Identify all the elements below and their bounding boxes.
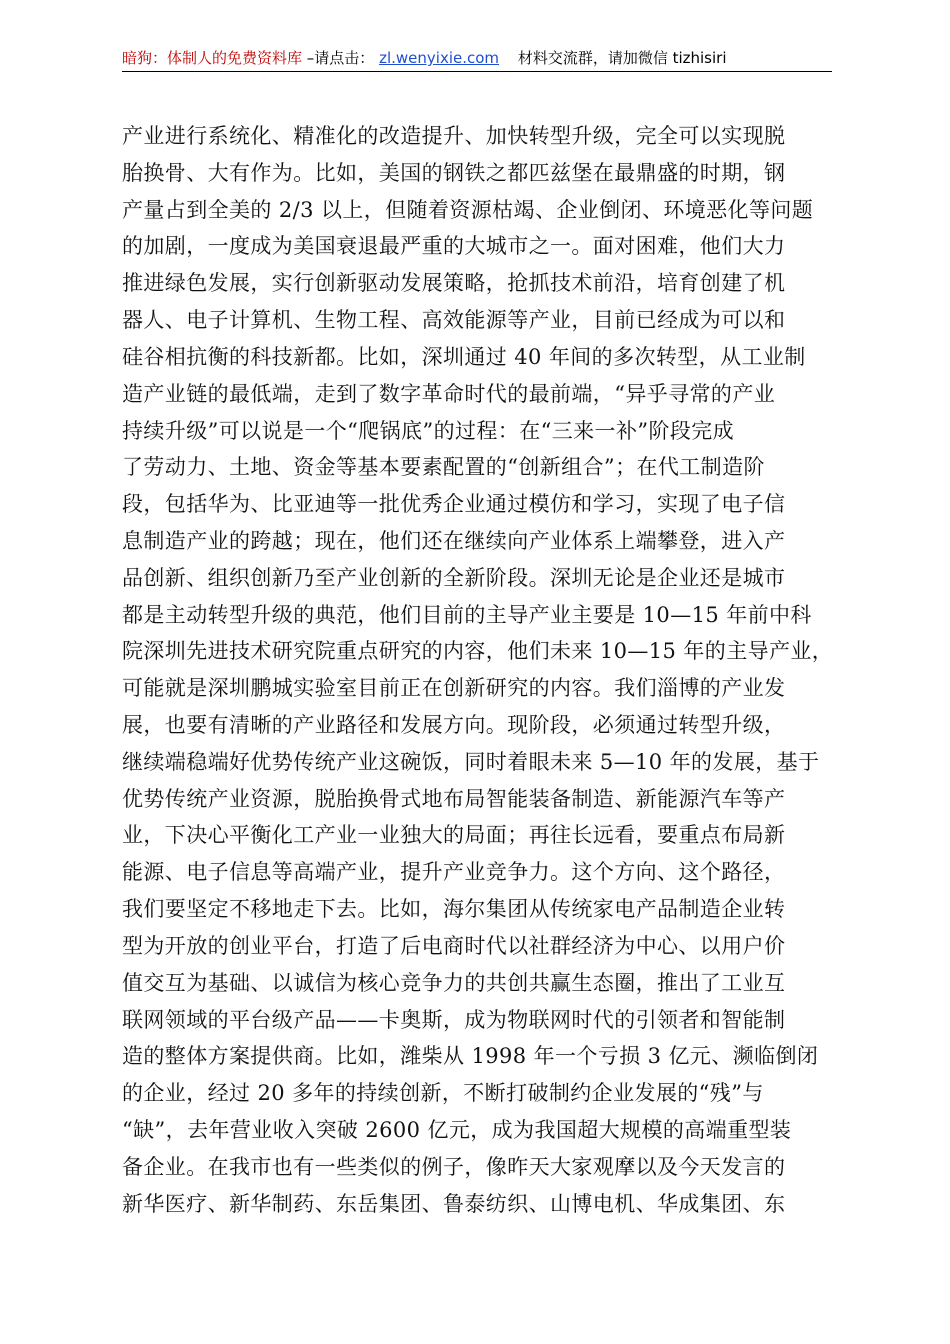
text-line: 展，也要有清晰的产业路径和发展方向。现阶段，必须通过转型升级， — [122, 713, 786, 737]
header-divider — [122, 71, 832, 72]
page-header — [122, 48, 832, 72]
text-line: 推进绿色发展，实行创新驱动发展策略，抢抓技术前沿，培育创建了机 — [122, 271, 786, 296]
text-line: 造产业链的最低端，走到了数字革命时代的最前端，“异乎寻常的产业 — [122, 381, 776, 406]
text-line: 都是主动转型升级的典范，他们目前的主导产业主要是 10—15 年前中科 — [122, 602, 812, 627]
text-line: 造的整体方案提供商。比如，潍柴从 1998 年一个亏损 3 亿元、濒临倒闭 — [122, 1044, 819, 1069]
text-line: 的加剧，一度成为美国衰退最严重的大城市之一。面对困难，他们大力 — [122, 234, 786, 259]
header-contact: 材料交流群，请加微信 tizhisiri — [517, 49, 727, 67]
text-line: 型为开放的创业平台，打造了后电商时代以社群经济为中心、以用户价 — [122, 933, 786, 958]
text-line: 息制造产业的跨越；现在，他们还在继续向产业体系上端攀登，进入产 — [122, 528, 786, 553]
text-line: 备企业。在我市也有一些类似的例子，像昨天大家观摩以及今天发言的 — [122, 1154, 786, 1179]
body-paragraph — [122, 118, 838, 1222]
text-line: 可能就是深圳鹏城实验室目前正在创新研究的内容。我们淄博的产业发 — [122, 676, 786, 701]
text-line: 业，下决心平衡化工产业一业独大的局面；再往长远看，要重点布局新 — [122, 823, 786, 848]
text-line: 产量占到全美的 2/3 以上，但随着资源枯竭、企业倒闭、环境恶化等问题 — [122, 197, 814, 222]
text-line: 继续端稳端好优势传统产业这碗饭，同时着眼未来 5—10 年的发展，基于 — [122, 749, 820, 774]
text-line: “缺”，去年营业收入突破 2600 亿元，成为我国超大规模的高端重型装 — [122, 1117, 792, 1142]
text-line: 硅谷相抗衡的科技新都。比如，深圳通过 40 年间的多次转型，从工业制 — [122, 344, 806, 369]
text-line: 新华医疗、新华制药、东岳集团、鲁泰纺织、山博电机、华成集团、东 — [122, 1191, 786, 1216]
text-line: 器人、电子计算机、生物工程、高效能源等产业，目前已经成为可以和 — [122, 308, 786, 333]
text-line: 品创新、组织创新乃至产业创新的全新阶段。深圳无论是企业还是城市 — [122, 565, 786, 590]
text-line: 能源、电子信息等高端产业，提升产业竞争力。这个方向、这个路径， — [122, 860, 786, 885]
header-prompt: –请点击： — [306, 49, 375, 67]
text-line: 院深圳先进技术研究院重点研究的内容，他们未来 10—15 年的主导产业， — [122, 639, 834, 664]
text-line: 我们要坚定不移地走下去。比如，海尔集团从传统家电产品制造企业转 — [122, 897, 786, 922]
text-line: 的企业，经过 20 多年的持续创新，不断打破制约企业发展的“残”与 — [122, 1081, 764, 1106]
text-line: 段，包括华为、比亚迪等一批优秀企业通过模仿和学习，实现了电子信 — [122, 492, 786, 517]
text-line: 优势传统产业资源，脱胎换骨式地布局智能装备制造、新能源汽车等产 — [122, 786, 786, 811]
text-line: 值交互为基础、以诚信为核心竞争力的共创共赢生态圈，推出了工业互 — [122, 970, 786, 995]
text-line: 胎换骨、大有作为。比如，美国的钢铁之都匹兹堡在最鼎盛的时期，钢 — [122, 160, 786, 185]
header-link[interactable]: zl.wenyixie.com — [379, 49, 500, 67]
text-line: 产业进行系统化、精准化的改造提升、加快转型升级，完全可以实现脱 — [122, 124, 786, 148]
text-line: 持续升级”可以说是一个“爬锅底”的过程：在“三来一补”阶段完成 — [122, 418, 735, 443]
text-line: 联网领域的平台级产品——卡奥斯，成为物联网时代的引领者和智能制 — [122, 1007, 786, 1032]
header-brand: 暗狗：体制人的免费资料库 — [122, 49, 303, 67]
text-line: 了劳动力、土地、资金等基本要素配置的“创新组合”；在代工制造阶 — [122, 455, 765, 480]
